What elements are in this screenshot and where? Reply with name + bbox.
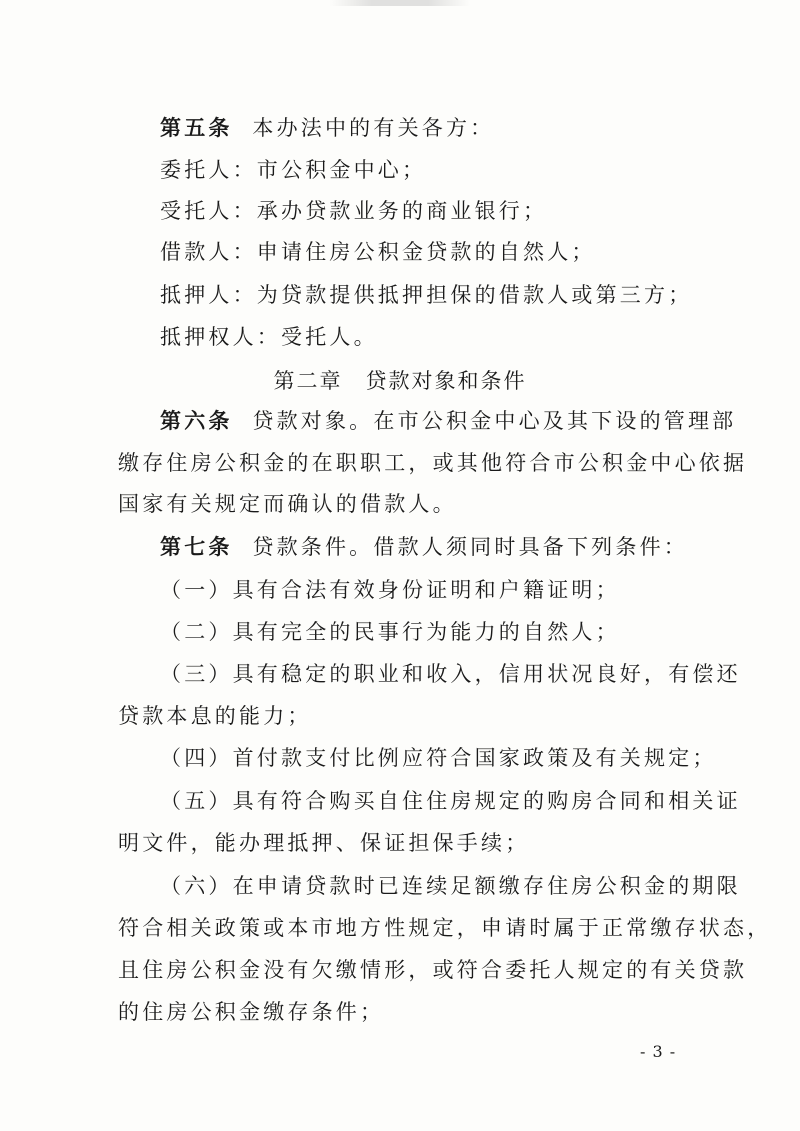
article7-text: 贷款条件。借款人须同时具备下列条件：	[252, 535, 688, 559]
article5-heading: 第五条	[160, 115, 233, 140]
party-mortgagor: 抵押人：为贷款提供抵押担保的借款人或第三方；	[160, 283, 693, 307]
article6-line3: 国家有关规定而确认的借款人。	[118, 492, 457, 516]
party-trustee: 受托人：承办贷款业务的商业银行；	[160, 199, 548, 223]
condition-6-line2: 符合相关政策或本市地方性规定，申请时属于正常缴存状态，	[118, 916, 772, 940]
party-entrustor: 委托人：市公积金中心；	[160, 158, 427, 182]
article6-line2: 缴存住房公积金的在职职工，或其他符合市公积金中心依据	[118, 451, 748, 475]
condition-3-line1: （三）具有稳定的职业和收入，信用状况良好，有偿还	[160, 662, 741, 686]
condition-6-line4: 的住房公积金缴存条件；	[118, 1000, 385, 1024]
condition-4: （四）首付款支付比例应符合国家政策及有关规定；	[160, 746, 717, 770]
article6-text: 贷款对象。在市公积金中心及其下设的管理部	[252, 409, 737, 433]
article6-line1	[160, 406, 737, 436]
condition-6-line3: 且住房公积金没有欠缴情形，或符合委托人规定的有关贷款	[118, 958, 748, 982]
article5-line	[160, 113, 730, 143]
party-borrower: 借款人：申请住房公积金贷款的自然人；	[160, 240, 596, 264]
article6-heading: 第六条	[160, 408, 233, 433]
condition-5-line1: （五）具有符合购买自住住房规定的购房合同和相关证	[160, 789, 741, 813]
condition-1: （一）具有合法有效身份证明和户籍证明；	[160, 578, 620, 602]
condition-5-line2: 明文件，能办理抵押、保证担保手续；	[118, 831, 530, 855]
condition-6-line1: （六）在申请贷款时已连续足额缴存住房公积金的期限	[160, 874, 741, 898]
chapter-title: 第二章 贷款对象和条件	[273, 369, 527, 393]
party-mortgagee: 抵押权人：受托人。	[160, 325, 378, 349]
page-number: - 3 -	[640, 1042, 677, 1061]
scan-mark	[330, 0, 470, 6]
condition-3-line2: 贷款本息的能力；	[118, 704, 312, 728]
article7-line	[160, 532, 730, 562]
condition-2: （二）具有完全的民事行为能力的自然人；	[160, 620, 620, 644]
article5-text: 本办法中的有关各方：	[252, 116, 495, 140]
article7-heading: 第七条	[160, 534, 233, 559]
